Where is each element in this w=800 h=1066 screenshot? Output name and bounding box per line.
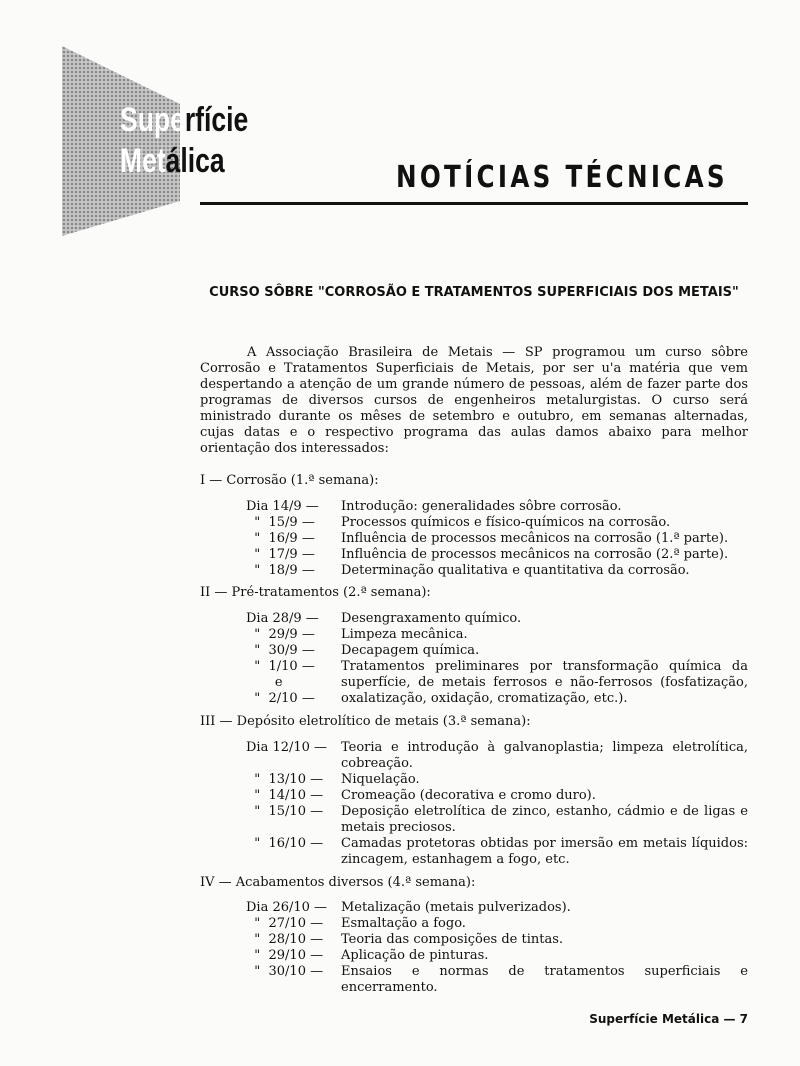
session-topic: Aplicação de pinturas. — [341, 948, 489, 963]
session-row — [246, 900, 748, 916]
page-footer: Superfície Metálica — 7 — [589, 1012, 748, 1026]
session-topic: Esmaltação a fogo. — [341, 916, 466, 931]
session-topic: Processos químicos e físico-químicos na corrosão. — [341, 515, 671, 530]
session-row — [246, 740, 748, 772]
session-topic: Cromeação (decorativa e cromo duro). — [341, 788, 596, 803]
session-topic: Tratamentos preliminares por transformação química da superfície, de metais ferrosos e não-ferrosos (fosfatização, oxalatização, oxidação, cromatização, etc.). — [341, 659, 748, 706]
session-day: " 18/9 — — [246, 563, 315, 578]
session-list — [246, 499, 748, 579]
session-row — [246, 643, 748, 659]
session-topic: Camadas protetoras obtidas por imersão em metais líquidos: zincagem, estanhagem a fogo, etc. — [341, 836, 748, 867]
session-row — [246, 547, 748, 563]
session-row — [246, 531, 748, 547]
session-topic: Ensaios e normas de tratamentos superficiais e encerramento. — [341, 964, 748, 995]
session-topic: Teoria e introdução à galvanoplastia; limpeza eletrolítica, cobreação. — [341, 740, 748, 771]
session-topic: Niquelação. — [341, 772, 420, 787]
session-row — [246, 563, 748, 579]
section-heading: IV — Acabamentos diversos (4.ª semana): — [200, 875, 476, 890]
session-day: " 29/9 — — [246, 627, 315, 642]
header-divider — [200, 202, 748, 205]
session-topic: Decapagem química. — [341, 643, 480, 658]
session-day: " 15/10 — — [246, 804, 324, 819]
session-row — [246, 964, 748, 996]
session-row — [246, 772, 748, 788]
session-day: " 1/10 — e " 2/10 — — [254, 659, 315, 706]
session-row — [246, 515, 748, 531]
session-day: " 15/9 — — [246, 515, 315, 530]
article-intro — [200, 345, 748, 457]
session-row — [246, 932, 748, 948]
session-topic: Teoria das composições de tintas. — [341, 932, 564, 947]
session-day: Dia 14/9 — — [246, 499, 319, 514]
session-row — [246, 659, 748, 707]
session-row — [246, 948, 748, 964]
section-heading: I — Corrosão (1.ª semana): — [200, 473, 379, 488]
session-row — [246, 499, 748, 515]
session-topic: Limpeza mecânica. — [341, 627, 468, 642]
session-topic: Determinação qualitativa e quantitativa da corrosão. — [341, 563, 690, 578]
session-topic: Desengraxamento químico. — [341, 611, 522, 626]
session-row — [246, 611, 748, 627]
session-list — [246, 740, 748, 868]
session-list — [246, 900, 748, 996]
session-day: " 17/9 — — [246, 547, 315, 562]
session-row — [246, 804, 748, 836]
session-row — [246, 916, 748, 932]
session-day: " 30/9 — — [246, 643, 315, 658]
intro-paragraph: A Associação Brasileira de Metais — SP programou um curso sôbre Corrosão e Tratamentos Superficiais de Metais, por ser u'a matéria que vem despertando a atenção de um grande número de pessoas, além de fazer parte dos programas de diversos cursos de engenheiros metalurgistas. O curso será ministrado durante os mêses de setembro e outubro, em semanas alternadas, cujas datas e o respectivo programa das aulas damos abaixo para melhor orientação dos interessados: — [200, 345, 748, 456]
session-day: Dia 28/9 — — [246, 611, 319, 626]
session-list — [246, 611, 748, 707]
logo-line-1: Superfície — [120, 101, 249, 139]
section-heading: III — Depósito eletrolítico de metais (3.ª semana): — [200, 714, 531, 729]
session-day: " 28/10 — — [246, 932, 324, 947]
session-topic: Influência de processos mecânicos na corrosão (1.ª parte). — [341, 531, 729, 546]
section-heading: II — Pré-tratamentos (2.ª semana): — [200, 585, 431, 600]
session-topic: Metalização (metais pulverizados). — [341, 900, 571, 915]
session-row — [246, 836, 748, 868]
session-topic: Deposição eletrolítica de zinco, estanho, cádmio e de ligas e metais preciosos. — [341, 804, 748, 835]
session-day: " 16/9 — — [246, 531, 315, 546]
session-row — [246, 788, 748, 804]
session-day: " 14/10 — — [246, 788, 324, 803]
article-title: CURSO SÔBRE "CORROSÃO E TRATAMENTOS SUPERFICIAIS DOS METAIS" — [209, 285, 739, 300]
session-topic: Influência de processos mecânicos na corrosão (2.ª parte). — [341, 547, 729, 562]
section-title: NOTÍCIAS TÉCNICAS — [396, 160, 728, 195]
session-day: " 27/10 — — [246, 916, 324, 931]
session-day: " 13/10 — — [246, 772, 324, 787]
session-day: " 29/10 — — [246, 948, 324, 963]
session-day: Dia 26/10 — — [246, 900, 328, 915]
session-topic: Introdução: generalidades sôbre corrosão. — [341, 499, 622, 514]
session-day: " 16/10 — — [246, 836, 324, 851]
logo-line-2: Metálica — [120, 142, 225, 180]
session-day: " 30/10 — — [246, 964, 324, 979]
session-row — [246, 627, 748, 643]
session-day: Dia 12/10 — — [246, 740, 328, 755]
